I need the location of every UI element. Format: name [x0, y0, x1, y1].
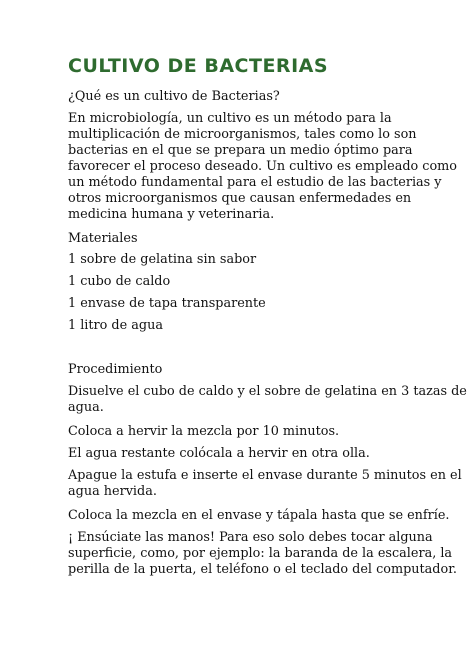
- step-line: Apague la estufa e inserte el envase durante 5 minutos en el: [68, 468, 462, 483]
- step-line: superficie, como, por ejemplo: la baranda de la escalera, la: [68, 546, 453, 561]
- material-item-text: 1 cubo de caldo: [68, 274, 171, 289]
- materials-heading: [68, 231, 408, 247]
- procedure-step: [68, 530, 457, 578]
- intro-line: un método fundamental para el estudio de las bacterias y: [68, 175, 442, 190]
- step-line: Disuelve el cubo de caldo y el sobre de gelatina en 3 tazas de: [68, 384, 467, 399]
- intro-line: favorecer el proceso deseado. Un cultivo es empleado como: [68, 159, 457, 174]
- step-line: agua hervida.: [68, 484, 157, 499]
- procedure-step: [68, 384, 467, 416]
- material-item: [68, 274, 408, 290]
- materials-heading-text: Materiales: [68, 231, 138, 246]
- material-item-text: 1 envase de tapa transparente: [68, 296, 266, 311]
- intro-paragraph: [68, 111, 457, 223]
- procedure-step: [68, 424, 408, 440]
- material-item-text: 1 litro de agua: [68, 318, 163, 333]
- material-item-text: 1 sobre de gelatina sin sabor: [68, 252, 257, 267]
- procedure-heading-text: Procedimiento: [68, 362, 163, 377]
- procedure-step: [68, 446, 408, 462]
- intro-line: multiplicación de microorganismos, tales como lo son: [68, 127, 417, 142]
- intro-line: otros microorganismos que causan enfermedades en: [68, 191, 412, 206]
- material-item: [68, 318, 408, 334]
- document-title: CULTIVO DE BACTERIAS: [68, 55, 329, 77]
- step-line: El agua restante colócala a hervir en otra olla.: [68, 446, 370, 461]
- intro-line: bacterias en el que se prepara un medio óptimo para: [68, 143, 413, 158]
- step-line: Coloca la mezcla en el envase y tápala hasta que se enfríe.: [68, 508, 450, 523]
- material-item: [68, 252, 408, 268]
- step-line: agua.: [68, 400, 104, 415]
- step-line: Coloca a hervir la mezcla por 10 minutos.: [68, 424, 340, 439]
- procedure-step: [68, 508, 450, 524]
- intro-line: En microbiología, un cultivo es un método para la: [68, 111, 392, 126]
- step-line: ¡ Ensúciate las manos! Para eso solo debes tocar alguna: [68, 530, 433, 545]
- step-line: perilla de la puerta, el teléfono o el teclado del computador.: [68, 562, 457, 577]
- question-text: ¿Qué es un cultivo de Bacterias?: [68, 89, 280, 104]
- material-item: [68, 296, 408, 312]
- procedure-heading: [68, 362, 408, 378]
- procedure-step: [68, 468, 462, 500]
- question-heading: [68, 89, 408, 105]
- intro-line: medicina humana y veterinaria.: [68, 207, 275, 222]
